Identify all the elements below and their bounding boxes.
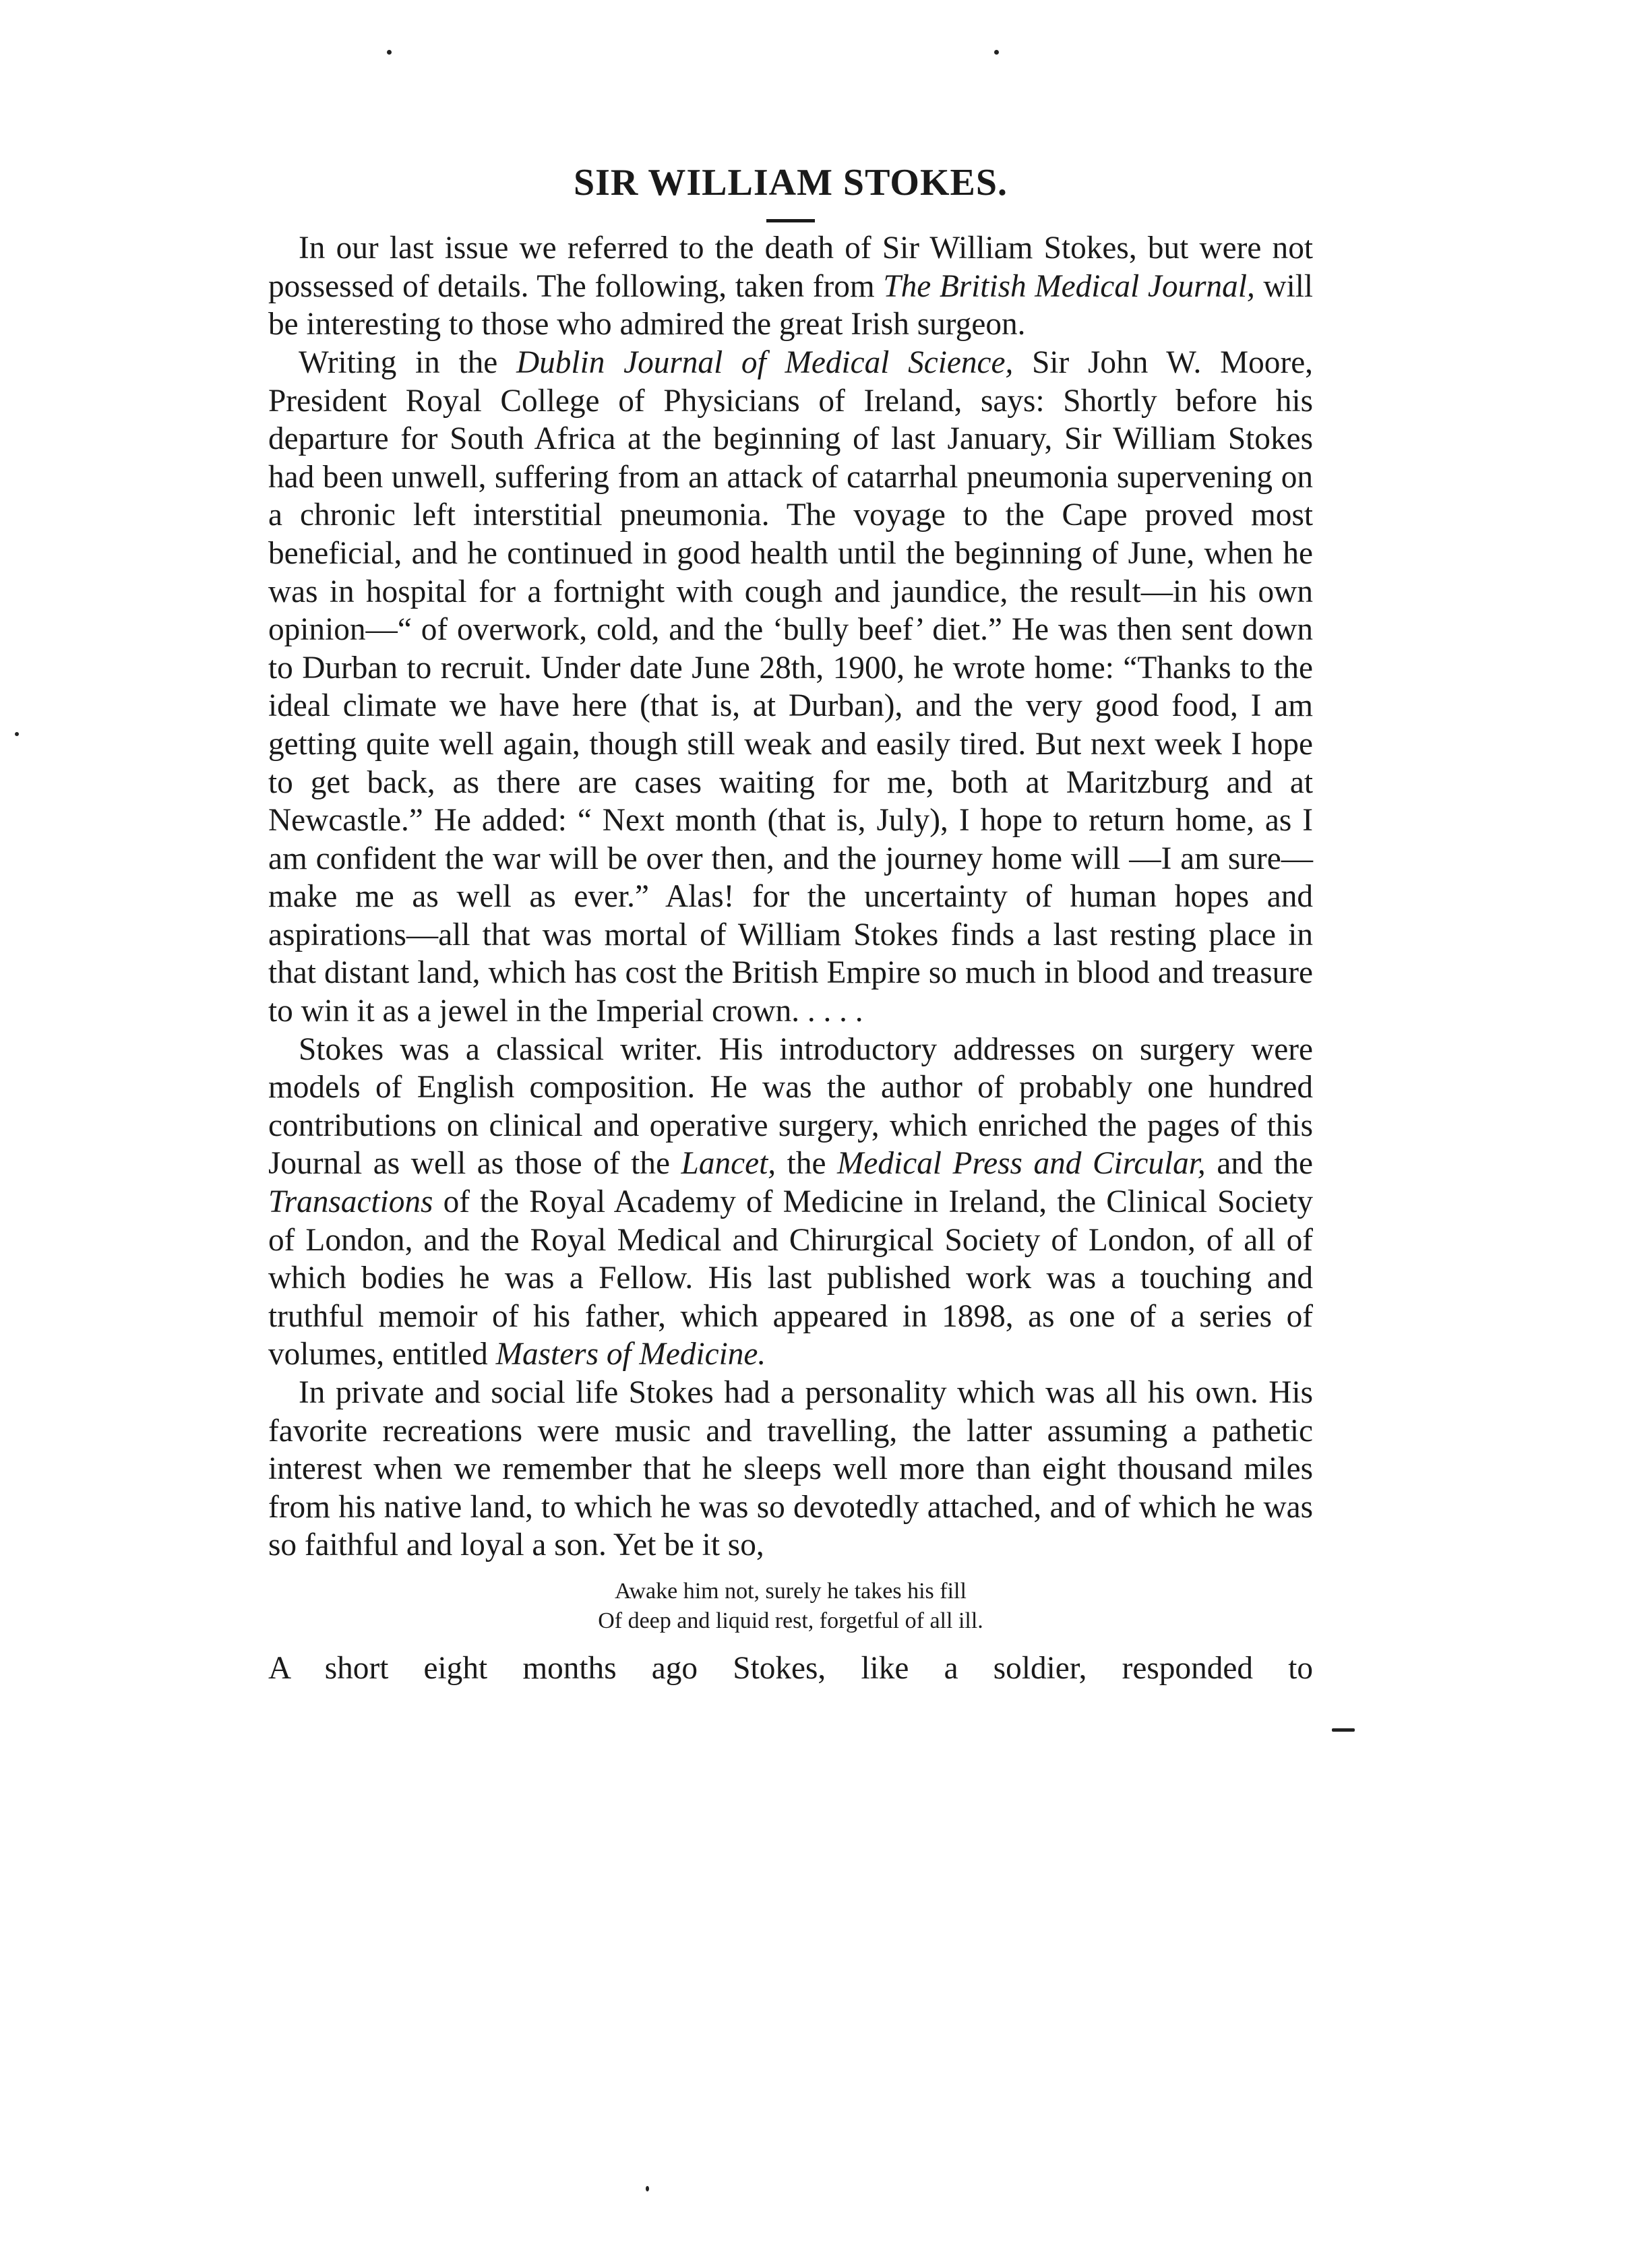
journal-title: The British Medical Journal, bbox=[883, 268, 1255, 304]
text-run: the bbox=[776, 1146, 838, 1182]
book-title: Masters of Medicine. bbox=[495, 1337, 766, 1372]
text-run: will be interesting to those who admired the great Irish surgeon. bbox=[268, 268, 1313, 342]
article bbox=[268, 142, 1313, 1688]
journal-title: Transactions bbox=[268, 1184, 433, 1220]
verse-line: Of deep and liquid rest, forgetful of all ill. bbox=[598, 1608, 983, 1633]
journal-title: Medical Press and Circular, bbox=[837, 1146, 1206, 1182]
text-run: Sir John W. Moore, President Royal College of Physicians of Ireland, says: Shortly before his departure for South Africa at the beginning of last January, Sir William Stokes had been unwell, suffering from an attack of catarrhal pneumonia supervening on a chronic left interstitial pneumonia. The voyage to the Cape proved most beneficial, and he continued in good health until the beginning of June, when he was in hospital for a fortnight with cough and jaundice, the result—in his own opinion—“ of overwork, cold, and the ‘bully beef’ diet.” He was then sent down to Durban to recruit. Under date June 28th, 1900, he wrote home: “Thanks to the ideal climate we have here (that is, at Durban), and the very good food, I am getting quite well again, though still weak and easily tired. But next week I hope to get back, as there are cases waiting for me, both at Maritzburg and at Newcastle.” He added: “ Next month (that is, July), I hope to return home, as I am confident the war will be over then, and the journey home will —I am sure—make me as well as ever.” Alas! for the uncertainty of human hopes and aspirations—all that was mortal of William Stokes finds a last resting place in that distant land, which has cost the British Empire so much in blood and treasure to win it as a jewel in the Imperial crown. . . . . bbox=[268, 344, 1314, 1029]
scan-speck bbox=[15, 732, 19, 736]
text-run: Stokes was a classical writer. His introductory addresses on surgery were models of English composition. He was the author of probably one hundred contributions on clinical and operative surgery, which enriched the pages of this Journal as well as those of the bbox=[268, 1031, 1313, 1182]
scan-speck bbox=[646, 2186, 649, 2191]
paragraph-continuation: A short eight months ago Stokes, like a soldier, responded to bbox=[268, 1650, 1313, 1686]
verse-line: Awake him not, surely he takes his fill bbox=[615, 1578, 967, 1604]
text-run: of the Royal Academy of Medicine in Ireland, the Clinical Society of London, and the Royal Medical and Chirurgical Society of London, of all of which bodies he was a Fellow. His last published work was a touching and truthful memoir of his father, which appeared in 1898, as one of a series of volumes, entitled bbox=[268, 1184, 1313, 1372]
scan-speck bbox=[1332, 1728, 1355, 1732]
journal-title: Lancet, bbox=[681, 1146, 776, 1182]
scan-speck bbox=[994, 50, 999, 55]
article-title: SIR WILLIAM STOKES. bbox=[573, 162, 1008, 204]
journal-title: Dublin Journal of Medical Science, bbox=[516, 344, 1014, 380]
verse-quote bbox=[268, 1577, 1313, 1636]
paragraph-moore bbox=[268, 344, 1313, 1031]
paragraph-writer bbox=[268, 1031, 1313, 1374]
paragraph-intro bbox=[268, 229, 1313, 344]
scan-speck bbox=[387, 50, 392, 55]
title-rule bbox=[766, 219, 815, 222]
text-run: In our last issue we referred to the death of Sir William Stokes, but were not possessed of details. The following, taken from bbox=[268, 231, 1313, 304]
paragraph-private-life: In private and social life Stokes had a personality which was all his own. His favorite recreations were music and travelling, the latter assuming a pathetic interest when we remember that he sleeps well more than eight thousand miles from his native land, to which he was so devotedly attached, and of which he was so faithful and loyal a son. Yet be it so, bbox=[268, 1375, 1313, 1563]
text-run: Writing in the bbox=[299, 344, 516, 380]
text-run: and the bbox=[1205, 1146, 1313, 1182]
